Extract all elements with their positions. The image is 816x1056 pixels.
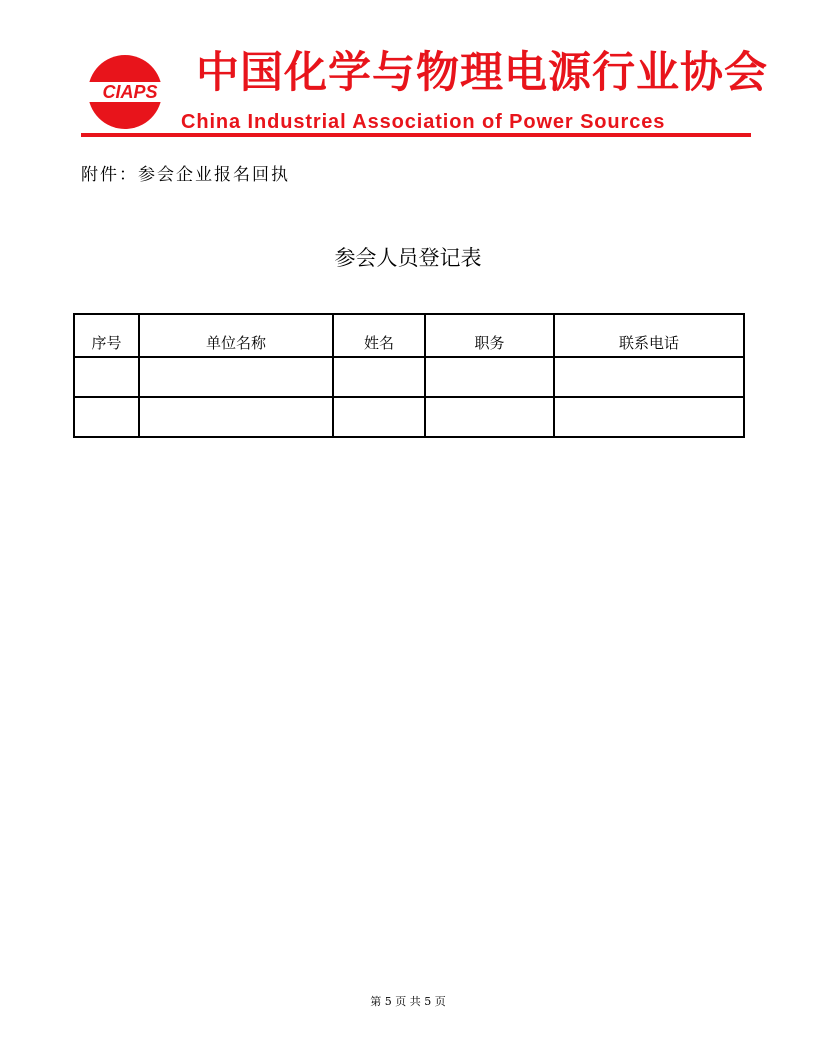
table-cell[interactable] <box>333 397 425 437</box>
header-organization-name: 单位名称 <box>139 314 333 357</box>
header-person-name: 姓名 <box>333 314 425 357</box>
attachment-label: 附件：参会企业报名回执 <box>81 165 290 185</box>
organization-name-chinese: 中国化学与物理电源行业协会 <box>196 48 768 98</box>
table-cell[interactable] <box>554 357 744 397</box>
ciaps-logo <box>81 52 177 132</box>
table-cell[interactable] <box>139 357 333 397</box>
header-position: 职务 <box>425 314 554 357</box>
table-cell[interactable] <box>333 357 425 397</box>
organization-name-english: China Industrial Association of Power Sources <box>181 111 666 133</box>
page-number-footer: 第 5 页 共 5 页 <box>370 995 446 1008</box>
table-header-row <box>74 314 744 357</box>
table-row <box>74 357 744 397</box>
header-contact-phone: 联系电话 <box>554 314 744 357</box>
svg-text:CIAPS: CIAPS <box>102 82 158 102</box>
table-cell[interactable] <box>74 397 139 437</box>
table-title: 参会人员登记表 <box>334 246 482 270</box>
header-serial-number: 序号 <box>74 314 139 357</box>
header-divider <box>81 133 751 137</box>
table-cell[interactable] <box>139 397 333 437</box>
table-cell[interactable] <box>425 357 554 397</box>
registration-table <box>73 313 745 438</box>
table-row <box>74 397 744 437</box>
table-cell[interactable] <box>554 397 744 437</box>
table-cell[interactable] <box>425 397 554 437</box>
table-cell[interactable] <box>74 357 139 397</box>
